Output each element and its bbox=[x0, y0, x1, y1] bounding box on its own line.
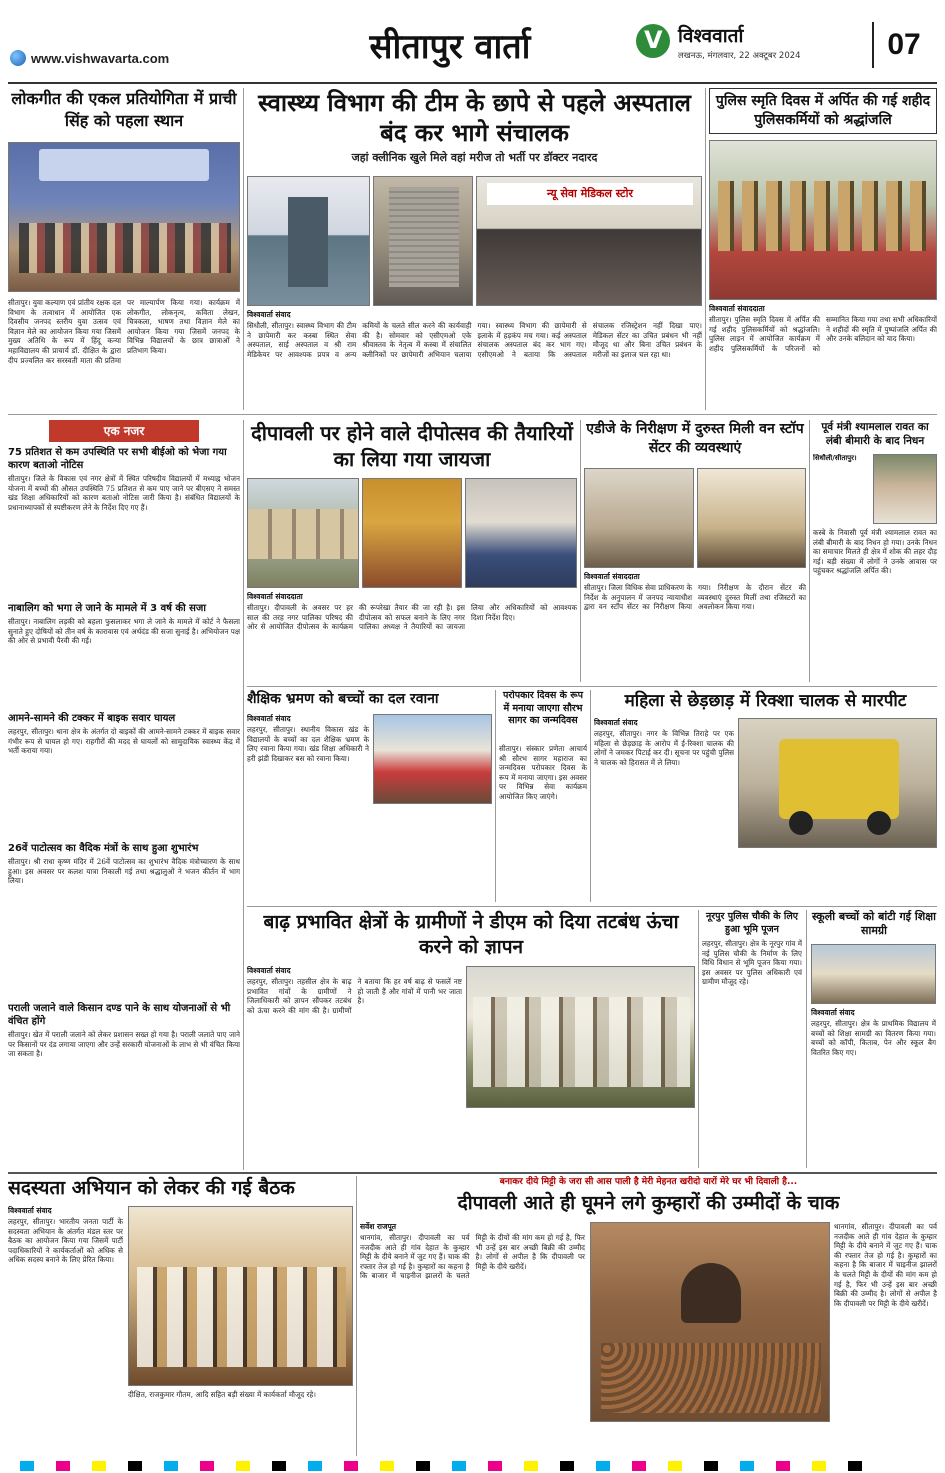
lokgeet-headline: लोकगीत की एकल प्रतियोगिता में प्राची सिंह को पहला स्थान bbox=[11, 89, 237, 130]
brand-block bbox=[636, 20, 866, 70]
school-body-wrap bbox=[811, 1008, 936, 1168]
wheel-icon bbox=[867, 811, 891, 835]
color-swatch bbox=[380, 1461, 394, 1471]
story-police bbox=[709, 88, 937, 410]
police-body: सीतापुर। पुलिस स्मृति दिवस में अर्पित की गई शहीद पुलिसकर्मियों को श्रद्धांजलि। पुलिस लाइन में आयोजित कार्यक्रम में शहीद पुलिसकर्मियों के परिजनों को सम्मानित किया गया तथा सभी अधिकारियों ने शहीदों की स्मृति में पुष्पांजलि अर्पित की और उनके बलिदान को याद किया। bbox=[709, 315, 937, 353]
police-row bbox=[718, 181, 930, 251]
color-swatch bbox=[56, 1461, 70, 1471]
story-baadh bbox=[247, 910, 695, 1168]
adj-byline: विश्ववार्ता संवाददाता bbox=[584, 572, 640, 581]
kumhar-photo bbox=[590, 1222, 830, 1422]
ek-nazar-item-headline: पराली जलाने वाले किसान दण्ड पाने के साथ योजनाओं से भी वंचित होंगे bbox=[8, 1003, 231, 1027]
shaikshik-body-wrap bbox=[247, 714, 369, 902]
ek-nazar-item-headline: नाबालिग को भगा ले जाने के मामले में 3 वर्ष की सजा bbox=[8, 603, 206, 614]
sadasyata-caption: दीक्षित, राजकुमार गौतम, आदि सहित बड़ी संख्या में कार्यकर्ता मौजूद रहे। bbox=[128, 1390, 316, 1399]
rickshaw-headline: महिला से छेड़छाड़ में रिक्शा चालक से मारपीट bbox=[624, 691, 907, 711]
ek-nazar-item-text: सीतापुर। श्री राधा कृष्ण मंदिर में 26वें पाटोत्सव का शुभारंभ वैदिक मंत्रोच्चारण के साथ हुआ। इस अवसर पर कलश यात्रा निकाली गई तथा श्रद्धालुओं ने भजन कीर्तन में भाग लिया। bbox=[8, 857, 240, 886]
color-swatch bbox=[740, 1461, 754, 1471]
ek-nazar-item bbox=[8, 712, 240, 842]
diya-rows bbox=[601, 1343, 821, 1413]
lead-photo-store bbox=[476, 176, 702, 306]
globe-icon bbox=[10, 50, 26, 66]
ek-nazar-item bbox=[8, 446, 240, 602]
color-swatch bbox=[452, 1461, 466, 1471]
story-kumhar bbox=[360, 1176, 937, 1456]
page-number: 07 bbox=[872, 22, 934, 68]
bhoomi-body: लहरपुर, सीतापुर। क्षेत्र के नूरपुर गांव में नई पुलिस चौकी के निर्माण के लिए विधि विधान से भूमि पूजन किया गया। इस अवसर पर पुलिस अधिकारी एवं ग्रामीण मौजूद रहे। bbox=[702, 939, 802, 987]
deepotsav-body-wrap bbox=[247, 592, 577, 682]
color-swatch bbox=[524, 1461, 538, 1471]
story-rickshaw bbox=[594, 690, 937, 902]
color-swatch bbox=[128, 1461, 142, 1471]
col-divider bbox=[809, 420, 810, 682]
ek-nazar-item-text: सीतापुर। खेत में पराली जलाने को लेकर प्रशासन सख्त हो गया है। पराली जलाते पाए जाने पर किसानों पर दंड लगाया जाएगा और उन्हें सरकारी योजनाओं के लाभ से भी वंचित किया जा सकता है। bbox=[8, 1030, 240, 1059]
sadasyata-byline: विश्ववार्ता संवाद bbox=[8, 1206, 52, 1215]
rawat-portrait bbox=[873, 454, 937, 524]
shaikshik-headline: शैक्षिक भ्रमण को बच्चों का दल रवाना bbox=[247, 691, 439, 707]
stage-people bbox=[19, 223, 231, 273]
baadh-byline: विश्ववार्ता संवाद bbox=[247, 966, 291, 975]
rickshaw-body: लहरपुर, सीतापुर। नगर के विभिन्न तिराहे पर एक महिला से छेड़छाड़ के आरोप में ई-रिक्शा चालक की लोगों ने जमकर पिटाई कर दी। सूचना पर पहुंची पुलिस ने चालक को हिरासत में ले लिया। bbox=[594, 729, 734, 767]
lokgeet-photo bbox=[8, 142, 240, 292]
deepotsav-photo-1 bbox=[247, 478, 359, 588]
story-rawat bbox=[813, 420, 937, 682]
rickshaw-byline: विश्ववार्ता संवाद bbox=[594, 718, 638, 727]
website-url[interactable]: www.vishwavarta.com bbox=[31, 50, 170, 66]
kumhar-byline: सर्वेश राजपूत bbox=[360, 1222, 397, 1231]
col-divider bbox=[356, 1176, 357, 1456]
wheel-icon bbox=[789, 811, 813, 835]
lokgeet-body: सीतापुर। युवा कल्याण एवं प्रांतीय रक्षक दल विभाग के तत्वाधान में आयोजित एक दिवसीय जनपद स्तरीय युवा उत्सव एवं विज्ञान मेले का आयोजन किया गया जिसमें मुख्य अतिथि के रूप में हिंदू कन्या महाविद्यालय की प्राचार्य डॉ. दीक्षित के द्वारा दीप प्रज्वलित कर सरस्वती माता की प्रतिमा पर माल्यार्पण किया गया। कार्यक्रम में लोकगीत, लोकनृत्य, कविता लेखन, चित्रकला, भाषण तथा विज्ञान मेले का आयोजन किया गया जिसमें जनपद के विभिन्न विद्यालयों के छात्र छात्राओं ने प्रतिभाग किया। bbox=[8, 298, 240, 365]
ek-nazar-item-headline: 75 प्रतिशत से कम उपस्थिति पर सभी बीईओ को भेजा गया कारण बताओ नोटिस bbox=[8, 447, 227, 471]
color-swatch bbox=[92, 1461, 106, 1471]
adj-photo-2 bbox=[697, 468, 806, 568]
kumhar-kicker: बनाकर दीये मिट्टी के जरा सी आस पाली है मेरी मेहनत खरीदो यारों मेरे घर भी दिवाली है... bbox=[499, 1177, 798, 1187]
ek-nazar-column bbox=[8, 420, 240, 1170]
color-swatch bbox=[488, 1461, 502, 1471]
rawat-body-wrap bbox=[813, 454, 871, 524]
color-swatch bbox=[668, 1461, 682, 1471]
ek-nazar-item bbox=[8, 842, 240, 1002]
color-swatch bbox=[344, 1461, 358, 1471]
baadh-photo bbox=[466, 966, 695, 1108]
kumhar-headline: दीपावली आते ही घूमने लगे कुम्हारों की उम्मीदों के चाक bbox=[457, 1192, 840, 1214]
website-url-row bbox=[10, 48, 240, 68]
bhoomi-block bbox=[702, 910, 802, 1168]
ek-nazar-item-headline: 26वें पाटोत्सव का वैदिक मंत्रों के साथ हुआ शुभारंभ bbox=[8, 843, 199, 854]
ek-nazar-item-text: सीतापुर। जिले के विकास एवं नगर क्षेत्रों में स्थित परिषदीय विद्यालयों में मध्याह्न भोजन योजना में बच्चों की औसत उपस्थिति 75 प्रतिशत से कम पाए जाने पर बीएसए ने समस्त खंड शिक्षा अधिकारियों को कारण बताओ नोटिस जारी किया है। संबंधित विद्यालयों के प्रधानाध्यापकों से स्पष्टीकरण लेने के निर्देश दिए गए हैं। bbox=[8, 474, 240, 512]
story-lead bbox=[247, 88, 702, 410]
kumhar-body: थानगांव, सीतापुर। दीपावली का पर्व नजदीक आते ही गांव देहात के कुम्हार मिट्टी के दीये बनाने में जुट गए हैं। चाक की रफ्तार तेज हो गई है। कुम्हारों का कहना है कि बाजार में चाइनीज झालरों के चलते मिट्टी के दीयों की मांग कम हो गई है, फिर भी उन्हें इस बार अच्छी बिक्री की उम्मीद है। लोगों से अपील है कि दीपावली पर मिट्टी के दीये खरीदें। bbox=[360, 1233, 585, 1281]
deepotsav-headline: दीपावली पर होने वाले दीपोत्सव की तैयारियों का लिया गया जायजा bbox=[251, 421, 573, 471]
store-signboard: न्यू सेवा मेडिकल स्टोर bbox=[487, 183, 693, 205]
deepotsav-photo-3 bbox=[465, 478, 577, 588]
lead-body-wrap bbox=[247, 310, 702, 410]
col-divider bbox=[495, 690, 496, 902]
sadasyata-body-wrap bbox=[8, 1206, 123, 1456]
deepotsav-photo-2 bbox=[362, 478, 462, 588]
kumhar-body-wrap bbox=[360, 1222, 585, 1456]
school-byline: विश्ववार्ता संवाद bbox=[811, 1008, 855, 1017]
ek-nazar-item bbox=[8, 1002, 240, 1152]
baadh-body-wrap bbox=[247, 966, 462, 1168]
dateline: लखनऊ, मंगलवार, 22 अक्टूबर 2024 bbox=[678, 51, 801, 61]
adj-photo-1 bbox=[584, 468, 694, 568]
lead-photo-clinic bbox=[247, 176, 370, 306]
lead-byline: विश्ववार्ता संवाद bbox=[247, 310, 291, 319]
street-houses bbox=[248, 509, 359, 559]
color-swatch bbox=[272, 1461, 286, 1471]
color-swatch bbox=[200, 1461, 214, 1471]
color-swatch bbox=[704, 1461, 718, 1471]
rickshaw-body-wrap bbox=[594, 718, 734, 902]
paropkar-body: सीतापुर। संस्कार प्रणेता आचार्य श्री सौरभ सागर महाराज का जन्मदिवस परोपकार दिवस के रूप में मनाया जाएगा। इस अवसर पर विभिन्न सेवा कार्यक्रम आयोजित किए जाएंगे। bbox=[499, 744, 587, 801]
lead-subheadline: जहां क्लीनिक खुले मिले वहां मरीज तो भर्ती पर डॉक्टर नदारद bbox=[351, 151, 598, 164]
potter-figure bbox=[681, 1263, 741, 1323]
shop-shutter bbox=[389, 187, 459, 287]
brand-name: विश्ववार्ता bbox=[678, 25, 744, 47]
baadh-headline: बाढ़ प्रभावित क्षेत्रों के ग्रामीणों ने डीएम को दिया तटबंध ऊंचा करने को ज्ञापन bbox=[263, 911, 679, 958]
color-swatch bbox=[776, 1461, 790, 1471]
deepotsav-body: सीतापुर। दीपावली के अवसर पर हर साल की तरह नगर पालिका परिषद की ओर से आयोजित दीपोत्सव के कार्यक्रम की रूपरेखा तैयार की जा रही है। इस दीपोत्सव को सफल बनाने के लिए नगर पालिका अध्यक्ष ने तैयारियों का जायजा लिया और अधिकारियों को आवश्यक दिशा निर्देश दिए। bbox=[247, 603, 577, 632]
color-swatch bbox=[236, 1461, 250, 1471]
color-swatch bbox=[416, 1461, 430, 1471]
story-paropkar bbox=[499, 690, 587, 902]
rawat-headline: पूर्व मंत्री श्यामलाल रावत का लंबी बीमारी के बाद निधन bbox=[821, 421, 929, 447]
color-swatch bbox=[596, 1461, 610, 1471]
sadasyata-body: लहरपुर, सीतापुर। भारतीय जनता पार्टी के सदस्यता अभियान के अंतर्गत मंडल स्तर पर बैठक का आयोजन किया गया जिसमें पार्टी पदाधिकारियों ने कार्यकर्ताओं को अधिक से अधिक सदस्य बनाने के लिए प्रेरित किया। bbox=[8, 1217, 123, 1265]
ek-nazar-item-headline: आमने-सामने की टक्कर में बाइक सवार घायल bbox=[8, 713, 176, 724]
col-divider bbox=[243, 88, 244, 410]
baadh-body: लहरपुर, सीतापुर। तहसील क्षेत्र के बाढ़ प्रभावित गांवों के ग्रामीणों ने जिलाधिकारी को ज्ञापन सौंपकर तटबंध को ऊंचा करने की मांग की है। ग्रामीणों ने बताया कि हर वर्ष बाढ़ से फसलें नष्ट हो जाती हैं और गांवों में पानी भर जाता है। bbox=[247, 977, 462, 1015]
ek-nazar-item bbox=[8, 602, 240, 712]
col-divider bbox=[580, 420, 581, 682]
school-block bbox=[806, 910, 937, 1168]
adj-headline: एडीजे के निरीक्षण में दुरुस्त मिली वन स्टॉप सेंटर की व्यवस्थाएं bbox=[586, 421, 804, 456]
villagers-row bbox=[473, 997, 690, 1087]
ek-nazar-item-text: लहरपुर, सीतापुर। थाना क्षेत्र के अंतर्गत दो बाइकों की आमने-सामने टक्कर में बाइक सवार गंभीर रूप से घायल हो गए। राहगीरों की मदद से घायलों को सामुदायिक स्वास्थ्य केंद्र में भर्ती कराया गया। bbox=[8, 727, 240, 756]
story-bhoomi bbox=[702, 910, 937, 1168]
bhoomi-headline: नूरपुर पुलिस चौकी के लिए हुआ भूमि पूजन bbox=[705, 911, 799, 935]
story-deepotsav bbox=[247, 420, 577, 682]
sadasyata-headline: सदस्यता अभियान को लेकर की गई बैठक bbox=[8, 1177, 295, 1199]
door-frame bbox=[288, 197, 328, 287]
lead-photo-shop bbox=[373, 176, 473, 306]
row-divider bbox=[247, 686, 937, 687]
police-byline: विश्ववार्ता संवाददाता bbox=[709, 304, 765, 313]
col-divider bbox=[698, 910, 699, 1168]
lead-headline: स्वास्थ्य विभाग की टीम के छापे से पहले अस्पताल बंद कर भागे संचालक bbox=[258, 89, 691, 147]
color-swatch bbox=[632, 1461, 646, 1471]
rawat-body: कस्बे के निवासी पूर्व मंत्री श्यामलाल रावत का लंबी बीमारी के बाद निधन हो गया। उनके निधन का समाचार मिलते ही क्षेत्र में शोक की लहर दौड़ गई। बड़ी संख्या में लोगों ने उनके आवास पर पहुंचकर श्रद्धांजलि अर्पित की। bbox=[813, 528, 937, 576]
police-body-wrap bbox=[709, 304, 937, 410]
deepotsav-byline: विश्ववार्ता संवाददाता bbox=[247, 592, 303, 601]
ek-nazar-item-text: सीतापुर। नाबालिग लड़की को बहला फुसलाकर भगा ले जाने के मामले में कोर्ट ने फैसला सुनाते हुए दोषियों को तीन वर्ष के कारावास एवं अर्थदंड की सजा सुनाई है। अभियोजन पक्ष की ओर से प्रभावी पैरवी की गई। bbox=[8, 617, 240, 646]
adj-body-wrap bbox=[584, 572, 806, 682]
meeting-group bbox=[137, 1267, 346, 1367]
lead-body: सिधौली, सीतापुर। स्वास्थ्य विभाग की टीम ने छापेमारी कर कस्बा स्थित सेवा अस्पताल, साई अस्पताल व श्री राम मेडिकेयर पर आवश्यक प्रपत्र व अन्य कमियों के चलते सील करने की कार्यवाही की है। सोमवार को एसीएमओ एके श्रीवास्तव के नेतृत्व में कस्बा में संचालित क्लीनिकों पर छापेमारी अभियान चलाया गया। स्वास्थ्य विभाग की छापेमारी से इलाके में हड़कंप मच गया। कई अस्पताल संचालक अस्पताल बंद कर भाग गए। एसीएमओ ने बताया कि अस्पताल संचालक रजिस्ट्रेशन नहीं दिखा पाए। मेडिकल सेंटर का उचित प्रबंधन भी नहीं मौजूद था और बिना उचित प्रबंधन के मरीजों का इलाज चल रहा था। bbox=[247, 321, 702, 359]
shaikshik-body: लहरपुर, सीतापुर। स्थानीय विकास खंड के विद्यालयों के बच्चों का दल शैक्षिक भ्रमण के लिए रवाना किया गया। खंड शिक्षा अधिकारी ने हरी झंडी दिखाकर बस को रवाना किया। bbox=[247, 725, 369, 763]
ek-nazar-label: एक नजर bbox=[49, 420, 199, 442]
color-swatch bbox=[812, 1461, 826, 1471]
masthead bbox=[0, 0, 945, 82]
color-swatch bbox=[20, 1461, 34, 1471]
school-body: लहरपुर, सीतापुर। क्षेत्र के प्राथमिक विद्यालय में बच्चों को शिक्षा सामग्री का वितरण किया गया। बच्चों को कॉपी, किताब, पेन और स्कूल बैग वितरित किए गए। bbox=[811, 1019, 936, 1057]
story-adj bbox=[584, 420, 806, 682]
row-divider bbox=[8, 1172, 937, 1174]
col-divider bbox=[705, 88, 706, 410]
shaikshik-photo bbox=[373, 714, 492, 804]
story-sadasyata bbox=[8, 1176, 353, 1456]
police-photo bbox=[709, 140, 937, 300]
school-photo bbox=[811, 944, 936, 1004]
row-divider bbox=[247, 906, 937, 907]
police-headline: पुलिस स्मृति दिवस में अर्पित की गई शहीद पुलिसकर्मियों को श्रद्धांजलि bbox=[709, 88, 937, 134]
stage-banner bbox=[39, 149, 209, 181]
e-rickshaw-shape bbox=[779, 739, 899, 819]
story-lokgeet bbox=[8, 88, 240, 410]
adj-body: सीतापुर। जिला विधिक सेवा प्राधिकरण के निर्देश के अनुपालन में जनपद न्यायाधीश द्वारा वन स्टॉप सेंटर का निरीक्षण किया गया। निरीक्षण के दौरान सेंटर की व्यवस्थाएं दुरुस्त मिलीं तथा रजिस्टरों का अवलोकन किया गया। bbox=[584, 583, 806, 612]
color-swatch bbox=[560, 1461, 574, 1471]
paropkar-headline: परोपकार दिवस के रूप में मनाया जाएगा सौरभ सागर का जन्मदिवस bbox=[503, 690, 583, 726]
sadasyata-photo bbox=[128, 1206, 353, 1386]
brand-logo-v: V bbox=[644, 26, 663, 54]
row-divider bbox=[8, 414, 937, 415]
rickshaw-photo bbox=[738, 718, 937, 848]
story-shaikshik bbox=[247, 690, 492, 902]
registration-color-bar bbox=[0, 1459, 945, 1473]
masthead-rule bbox=[8, 82, 937, 84]
col-divider bbox=[243, 420, 244, 1170]
school-headline: स्कूली बच्चों को बांटी गई शिक्षा सामग्री bbox=[812, 910, 936, 937]
color-swatch bbox=[848, 1461, 862, 1471]
section-title: सीतापुर वार्ता bbox=[369, 27, 531, 67]
color-swatch bbox=[308, 1461, 322, 1471]
rawat-byline: सिधौली/सीतापुर। bbox=[813, 454, 857, 462]
kumhar-side-column: थानगांव, सीतापुर। दीपावली का पर्व नजदीक आते ही गांव देहात के कुम्हार मिट्टी के दीये बनाने में जुट गए हैं। चाक की रफ्तार तेज हो गई है। कुम्हारों का कहना है कि बाजार में चाइनीज झालरों के चलते मिट्टी के दीयों की मांग कम हो गई है, फिर भी उन्हें इस बार अच्छी बिक्री की उम्मीद है। लोगों से अपील है कि दीपावली पर मिट्टी के दीये खरीदें। bbox=[834, 1222, 937, 1308]
col-divider bbox=[590, 690, 591, 902]
color-swatch bbox=[164, 1461, 178, 1471]
shaikshik-byline: विश्ववार्ता संवाद bbox=[247, 714, 291, 723]
